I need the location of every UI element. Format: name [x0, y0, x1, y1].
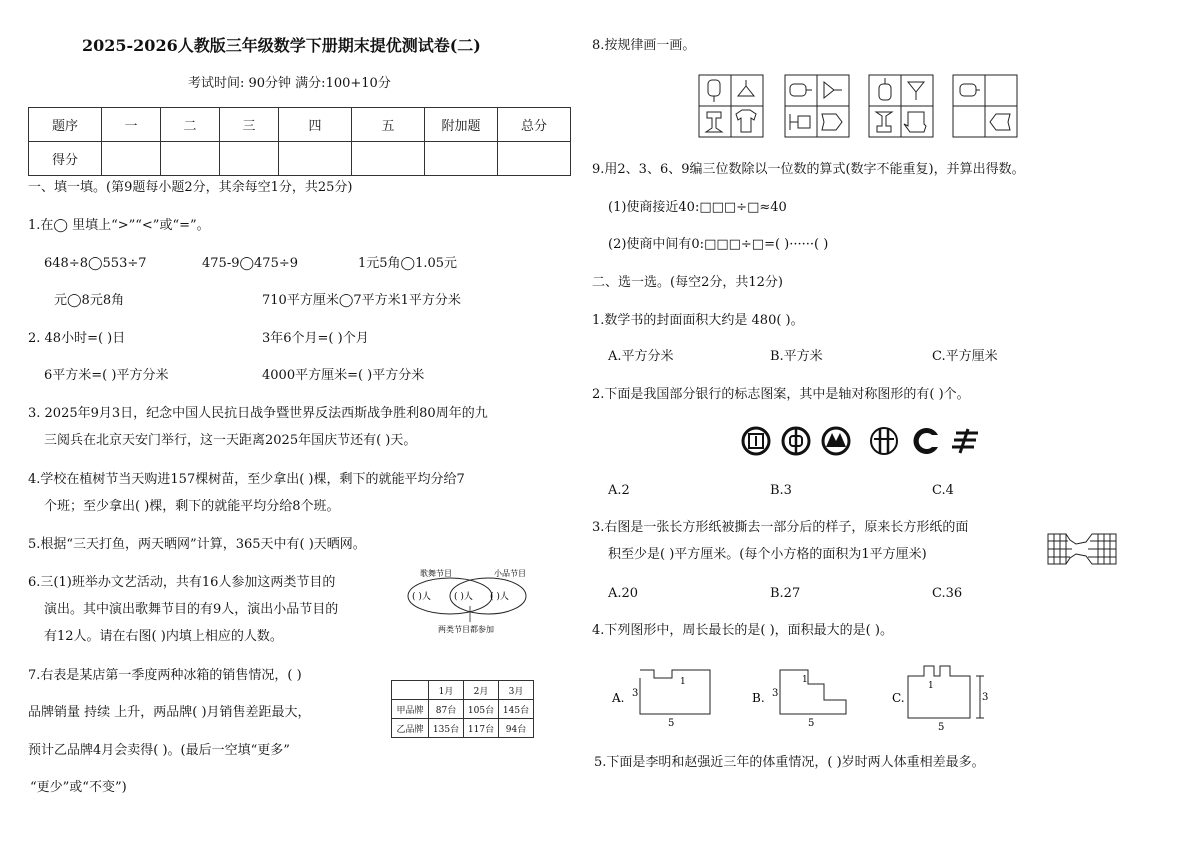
q6-line2: 演出。其中演出歌舞节目的有9人，演出小品节目的 — [44, 602, 339, 617]
score-table-header-row — [29, 108, 571, 142]
torn-grid-paper — [1046, 530, 1118, 568]
q3-line2: 三阅兵在北京天安门举行，这一天距离2025年国庆节还有( )天。 — [44, 433, 417, 448]
table-row — [392, 700, 534, 719]
table-cell: 一 — [102, 108, 161, 142]
q4-line1: 4.学校在植树节当天购进157棵树苗，至少拿出( )棵，剩下的就能平均分给7 — [28, 472, 465, 487]
popsicle-icon — [708, 80, 720, 96]
s2q1-opt-a: A.平方分米 — [608, 349, 674, 364]
table-cell: 145台 — [499, 700, 534, 719]
score-table-score-row — [29, 142, 571, 176]
table-cell: 2月 — [464, 681, 499, 700]
score-input-cell[interactable] — [102, 142, 161, 176]
sales-table — [391, 680, 534, 738]
table-cell: 135台 — [429, 719, 464, 738]
venn-right-slot: ( )人 — [490, 592, 509, 602]
q9-1: (1)使商接近40:□□□÷□≈40 — [608, 200, 787, 215]
q5: 5.根据“三天打鱼，两天晒网”计算，365天中有( )天晒网。 — [28, 537, 366, 552]
q7-line4: “更少”或“不变”) — [30, 780, 127, 795]
s2q3-opt-b: B.27 — [770, 586, 801, 601]
score-input-cell[interactable] — [220, 142, 279, 176]
s2q3-line1: 3.右图是一张长方形纸被撕去一部分后的样子，原来长方形纸的面 — [592, 520, 969, 535]
svg-text:A.: A. — [612, 691, 625, 705]
q8: 8.按规律画一画。 — [592, 38, 696, 53]
table-cell: 三 — [220, 108, 279, 142]
q1-d: 元◯8元8角 — [54, 293, 125, 308]
venn-left-label: 歌舞节目 — [420, 569, 452, 578]
icbc-logo-icon — [743, 428, 769, 454]
svg-text:3: 3 — [772, 688, 779, 699]
table-cell: 甲品牌 — [392, 700, 429, 719]
table-cell: 乙品牌 — [392, 719, 429, 738]
q2-a: 2. 48小时=( )日 — [28, 331, 126, 346]
q1-title: 1.在◯ 里填上“>”“<”或“=”。 — [28, 218, 210, 233]
shape-c — [892, 666, 988, 730]
table-cell: 3月 — [499, 681, 534, 700]
svg-text:1: 1 — [802, 675, 808, 685]
shape-a — [611, 670, 710, 729]
q7-line3: 预计乙品牌4月会卖得( )。(最后一空填“更多” — [28, 743, 290, 758]
table-row — [392, 681, 534, 700]
shape-b — [752, 670, 846, 729]
s2q3-line2: 积至少是( )平方厘米。(每个小方格的面积为1平方厘米) — [608, 547, 927, 562]
score-input-cell[interactable] — [279, 142, 352, 176]
s2q4: 4.下列图形中，周长最长的是( )，面积最大的是( )。 — [592, 623, 893, 638]
svg-text:5: 5 — [938, 722, 945, 730]
svg-text:1: 1 — [680, 677, 686, 687]
q1-c: 1元5角◯1.05元 — [358, 256, 458, 271]
q6-line1: 6.三(1)班举办文艺活动，共有16人参加这两类节目的 — [28, 575, 336, 590]
q6-line3: 有12人。请在右图( )内填上相应的人数。 — [44, 629, 283, 644]
venn-diagram — [402, 566, 532, 636]
s2q1: 1.数学书的封面面积大约是 480( )。 — [592, 313, 804, 328]
postal-bank-logo-icon — [952, 429, 978, 453]
svg-text:1: 1 — [928, 681, 934, 691]
svg-text:5: 5 — [808, 718, 815, 729]
s2q2-opt-a: A.2 — [608, 483, 630, 498]
section2-heading: 二、选一选。(每空2分，共12分) — [592, 275, 783, 290]
q3-line1: 3. 2025年9月3日，纪念中国人民抗日战争暨世界反法西斯战争胜利80周年的九 — [28, 406, 488, 421]
score-input-cell[interactable] — [498, 142, 571, 176]
svg-text:C.: C. — [892, 691, 905, 705]
abc-logo-icon — [871, 428, 897, 454]
q1-a: 648÷8◯553÷7 — [44, 256, 147, 271]
score-input-cell[interactable] — [425, 142, 498, 176]
table-cell: 得分 — [29, 142, 102, 176]
q1-e: 710平方厘米◯7平方米1平方分米 — [262, 293, 461, 308]
pattern-grid-3 — [869, 75, 933, 137]
q2-d: 4000平方厘米=( )平方分米 — [262, 368, 425, 383]
s2q2-opt-c: C.4 — [932, 483, 954, 498]
q2-b: 3年6个月=( )个月 — [262, 331, 369, 346]
svg-text:3: 3 — [632, 688, 639, 699]
pattern-grids — [698, 74, 1018, 140]
s2q1-opt-c: C.平方厘米 — [932, 349, 998, 364]
table-cell — [392, 681, 429, 700]
venn-mid-slot: ( )人 — [454, 592, 473, 602]
venn-left-slot: ( )人 — [412, 592, 431, 602]
s2q3-opt-a: A.20 — [608, 586, 639, 601]
table-cell: 附加题 — [425, 108, 498, 142]
q7-line1: 7.右表是某店第一季度两种冰箱的销售情况，( ) — [28, 668, 302, 683]
pattern-grid-1 — [699, 75, 763, 137]
section1-heading: 一、填一填。(第9题每小题2分，其余每空1分，共25分) — [28, 180, 353, 195]
s2q2-opt-b: B.3 — [770, 483, 792, 498]
table-row — [392, 719, 534, 738]
table-cell: 87台 — [429, 700, 464, 719]
s2q5: 5.下面是李明和赵强近三年的体重情况，( )岁时两人体重相差最多。 — [594, 755, 985, 770]
score-table — [28, 107, 571, 176]
boc-logo-icon — [783, 428, 809, 454]
s2q1-opt-b: B.平方米 — [770, 349, 823, 364]
svg-text:3: 3 — [982, 692, 989, 703]
table-cell: 105台 — [464, 700, 499, 719]
page-title: 2025-2026人教版三年级数学下册期末提优测试卷(二) — [82, 36, 481, 55]
lamp-icon — [738, 80, 754, 96]
tshirt-icon — [736, 110, 756, 132]
table-cell: 五 — [352, 108, 425, 142]
score-input-cell[interactable] — [161, 142, 220, 176]
q9-2: (2)使商中间有0:□□□÷□=( )······( ) — [608, 237, 829, 252]
table-cell: 题序 — [29, 108, 102, 142]
pattern-grid-2 — [785, 75, 849, 137]
exam-info: 考试时间: 90分钟 满分:100+10分 — [188, 76, 391, 91]
s2q3-opt-c: C.36 — [932, 586, 963, 601]
q7-line2: 品牌销量 持续 上升，两品牌( )月销售差距最大， — [28, 705, 311, 720]
q2-c: 6平方米=( )平方分米 — [44, 368, 169, 383]
ccb-logo-icon — [823, 428, 849, 454]
q9-title: 9.用2、3、6、9编三位数除以一位数的算式(数字不能重复)，并算出得数。 — [592, 162, 1025, 177]
table-cell: 二 — [161, 108, 220, 142]
table-cell: 117台 — [464, 719, 499, 738]
table-cell: 94台 — [499, 719, 534, 738]
score-input-cell[interactable] — [352, 142, 425, 176]
venn-right-label: 小品节目 — [494, 569, 526, 578]
pattern-grid-4 — [953, 75, 1017, 137]
table-cell: 总分 — [498, 108, 571, 142]
s2q2: 2.下面是我国部分银行的标志图案，其中是轴对称图形的有( )个。 — [592, 387, 970, 402]
table-cell: 1月 — [429, 681, 464, 700]
table-cell: 四 — [279, 108, 352, 142]
comm-bank-logo-icon — [913, 428, 938, 454]
bank-logos — [740, 425, 980, 457]
q1-b: 475-9◯475÷9 — [202, 256, 299, 271]
venn-caption: 两类节目都参加 — [438, 625, 494, 634]
svg-text:B.: B. — [752, 691, 765, 705]
shape-options — [606, 660, 1026, 730]
stamp-icon — [706, 112, 722, 132]
q4-line2: 个班；至少拿出( )棵，剩下的就能平均分给8个班。 — [44, 499, 340, 514]
svg-text:5: 5 — [668, 718, 675, 729]
